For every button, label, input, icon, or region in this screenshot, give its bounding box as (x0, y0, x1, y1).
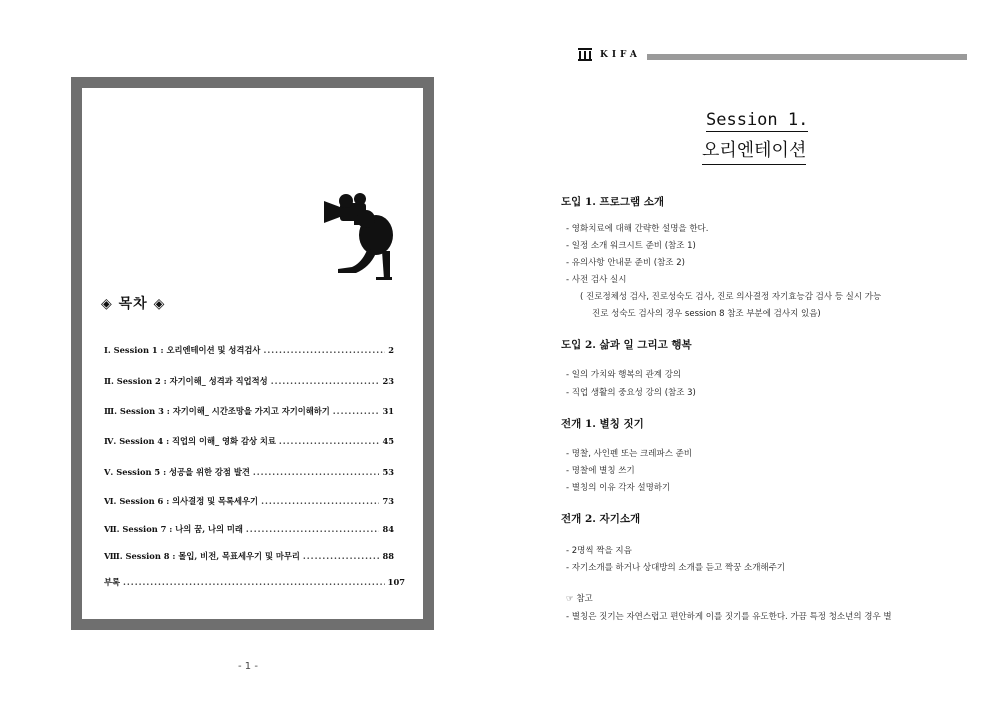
cameraman-silhouette-icon (318, 193, 398, 283)
toc-entry-page: 107 (387, 577, 405, 587)
toc-entry-page: 84 (382, 524, 394, 534)
toc-entry[interactable] (104, 550, 394, 562)
toc-entry-title: Ⅳ. Session 4 : 직업의 이해_ 영화 감상 치료 (104, 436, 276, 446)
toc-entry[interactable] (104, 405, 394, 417)
toc-entry-title: Ⅷ. Session 8 : 몰입, 비전, 목표세우기 및 마무리 (104, 551, 300, 561)
toc-entry[interactable] (104, 495, 394, 507)
toc-entry-page: 45 (382, 436, 394, 446)
section-line: ( 진로정체성 검사, 진로성숙도 검사, 진로 의사결정 자기효능감 검사 등 실시 가능 (580, 292, 882, 302)
section-line: 진로 성숙도 검사의 경우 session 8 참조 부분에 검사지 있음) (592, 309, 821, 319)
section-line: - 일의 가치와 행복의 관계 강의 (566, 370, 682, 380)
session-subtitle: 오리엔테이션 (702, 136, 806, 165)
toc-entry-title: Ⅵ. Session 6 : 의사결정 및 목록세우기 (104, 496, 259, 506)
note-label: ☞ 참고 (566, 594, 593, 604)
toc-heading: ◈ 목차 ◈ (101, 296, 166, 312)
header-divider (647, 54, 967, 60)
toc-entry-page: 53 (382, 467, 394, 477)
section-heading: 전개 1. 별칭 짓기 (561, 418, 644, 430)
section-line: - 유의사항 안내문 준비 (참조 2) (566, 258, 685, 268)
section-line: - 2명씩 짝을 지음 (566, 546, 632, 556)
toc-entry[interactable] (104, 435, 394, 447)
toc-entry[interactable] (104, 344, 394, 356)
building-logo-icon (578, 48, 592, 61)
leader-dots (253, 467, 380, 477)
leader-dots (263, 345, 385, 355)
note-line: - 별칭은 짓기는 자연스럽고 편안하게 이를 짓기를 유도한다. 가끔 특정 청소년의 경우 별 (566, 612, 892, 622)
section-line: - 일정 소개 워크시트 준비 (참조 1) (566, 241, 696, 251)
section-line: - 명찰, 사인펜 또는 크레파스 준비 (566, 449, 693, 459)
toc-entry-title: Ⅶ. Session 7 : 나의 꿈, 나의 미래 (104, 524, 243, 534)
session-title: Session 1. (706, 110, 809, 130)
kifa-header (578, 48, 641, 61)
section-heading: 전개 2. 자기소개 (561, 513, 641, 525)
section-line: - 영화치료에 대해 간략한 설명을 한다. (566, 224, 709, 234)
toc-entry[interactable] (104, 375, 394, 387)
table-of-contents-frame (71, 77, 434, 630)
toc-entry-title: Ⅱ. Session 2 : 자기이해_ 성격과 직업적성 (104, 376, 268, 386)
page-number: - 1 - (238, 661, 258, 672)
toc-entry-title: 부록 (104, 577, 121, 587)
toc-entry-title: Ⅰ. Session 1 : 오리엔테이션 및 성격검사 (104, 345, 261, 355)
section-heading: 도입 2. 삶과 일 그리고 행복 (561, 339, 692, 351)
leader-dots (261, 496, 379, 506)
section-line: - 별칭의 이유 각자 설명하기 (566, 483, 671, 493)
leader-dots (123, 577, 385, 587)
leader-dots (303, 551, 380, 561)
toc-entry-title: Ⅴ. Session 5 : 성공을 위한 강점 발견 (104, 467, 250, 477)
toc-entry-page: 31 (382, 406, 394, 416)
kifa-label: KIFA (600, 49, 641, 60)
toc-entry-appendix[interactable] (104, 576, 405, 588)
section-line: - 사전 검사 실시 (566, 275, 627, 285)
leader-dots (333, 406, 380, 416)
toc-entry-page: 23 (382, 376, 394, 386)
section-line: - 직업 생활의 중요성 강의 (참조 3) (566, 388, 696, 398)
leader-dots (271, 376, 380, 386)
toc-entry-page: 2 (388, 345, 394, 355)
section-line: - 명찰에 별칭 쓰기 (566, 466, 635, 476)
toc-entry-page: 73 (382, 496, 394, 506)
toc-entry-page: 88 (382, 551, 394, 561)
leader-dots (279, 436, 380, 446)
toc-entry[interactable] (104, 466, 394, 478)
leader-dots (246, 524, 380, 534)
toc-entry-title: Ⅲ. Session 3 : 자기이해_ 시간조망을 가지고 자기이해하기 (104, 406, 330, 416)
section-line: - 자기소개를 하거나 상대방의 소개를 듣고 짝꿍 소개해주기 (566, 563, 786, 573)
toc-entry[interactable] (104, 523, 394, 535)
section-heading: 도입 1. 프로그램 소개 (561, 196, 665, 208)
